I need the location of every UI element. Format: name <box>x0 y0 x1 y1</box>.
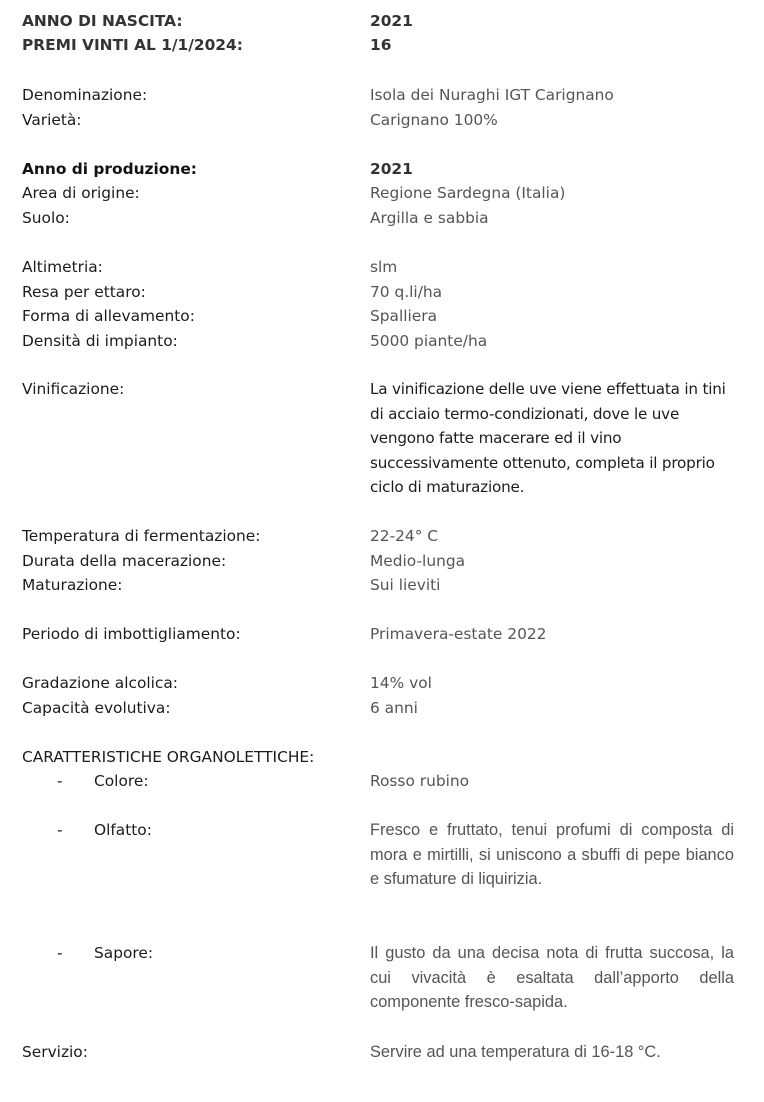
suolo-label: Suolo: <box>22 209 70 227</box>
maturazione-value: Sui lieviti <box>370 576 441 594</box>
durata-value: Medio-lunga <box>370 552 466 570</box>
altimetria-row <box>0 255 764 280</box>
resa-label: Resa per ettaro: <box>22 283 146 301</box>
olfatto-dash: - <box>57 821 63 839</box>
resa-value: 70 q.li/ha <box>370 283 443 301</box>
anno-nascita-row <box>0 9 764 34</box>
vinificazione-label: Vinificazione: <box>22 380 125 398</box>
altimetria-value: slm <box>370 258 398 276</box>
varieta-label: Varietà: <box>22 111 82 129</box>
gradazione-row <box>0 671 764 696</box>
imbottigliamento-label: Periodo di imbottigliamento: <box>22 625 241 643</box>
premi-row <box>0 33 764 58</box>
colore-value: Rosso rubino <box>370 772 470 790</box>
capacita-row <box>0 696 764 721</box>
temperatura-value: 22-24° C <box>370 527 439 545</box>
temperatura-row <box>0 524 764 549</box>
servizio-label: Servizio: <box>22 1043 88 1061</box>
forma-allevamento-label: Forma di allevamento: <box>22 307 195 325</box>
denominazione-label: Denominazione: <box>22 86 148 104</box>
area-origine-label: Area di origine: <box>22 184 140 202</box>
capacita-label: Capacità evolutiva: <box>22 699 171 717</box>
durata-row <box>0 549 764 574</box>
vinificazione-value: La vinificazione delle uve viene effettuata in tini di acciaio termo-condizionati, dove le uve vengono fatte macerare ed il vino successivamente ottenuto, completa il proprio ciclo di maturazione. <box>370 380 726 497</box>
maturazione-label: Maturazione: <box>22 576 123 594</box>
altimetria-label: Altimetria: <box>22 258 103 276</box>
suolo-row <box>0 206 764 231</box>
densita-label: Densità di impianto: <box>22 332 178 350</box>
capacita-value: 6 anni <box>370 699 418 717</box>
suolo-value: Argilla e sabbia <box>370 209 489 227</box>
premi-value: 16 <box>370 36 392 54</box>
resa-row <box>0 280 764 305</box>
area-origine-row <box>0 181 764 206</box>
densita-row <box>0 329 764 354</box>
anno-produzione-label: Anno di produzione: <box>22 160 197 178</box>
sapore-dash: - <box>57 944 63 962</box>
colore-dash: - <box>57 772 63 790</box>
organolettiche-title: CARATTERISTICHE ORGANOLETTICHE: <box>22 748 315 766</box>
anno-produzione-row <box>0 157 764 182</box>
anno-nascita-value: 2021 <box>370 12 413 30</box>
denominazione-value: Isola dei Nuraghi IGT Carignano <box>370 86 614 104</box>
servizio-row <box>0 1040 764 1065</box>
colore-row <box>0 769 764 794</box>
sapore-value: Il gusto da una decisa nota di frutta succosa, la cui vivacità è esaltata dall’apporto della componente fresco-sapida. <box>370 944 734 1012</box>
denominazione-row <box>0 83 764 108</box>
olfatto-label: Olfatto: <box>94 821 152 839</box>
servizio-value: Servire ad una temperatura di 16-18 °C. <box>370 1043 661 1061</box>
gradazione-label: Gradazione alcolica: <box>22 674 178 692</box>
densita-value: 5000 piante/ha <box>370 332 488 350</box>
anno-nascita-label: ANNO DI NASCITA: <box>22 12 183 30</box>
premi-label: PREMI VINTI AL 1/1/2024: <box>22 36 243 54</box>
gradazione-value: 14% vol <box>370 674 432 692</box>
varieta-value: Carignano 100% <box>370 111 498 129</box>
anno-produzione-value: 2021 <box>370 160 413 178</box>
temperatura-label: Temperatura di fermentazione: <box>22 527 261 545</box>
varieta-row <box>0 108 764 133</box>
sapore-label: Sapore: <box>94 944 154 962</box>
imbottigliamento-value: Primavera-estate 2022 <box>370 625 547 643</box>
forma-allevamento-value: Spalliera <box>370 307 438 325</box>
forma-allevamento-row <box>0 304 764 329</box>
organolettiche-title-row <box>0 745 764 770</box>
maturazione-row <box>0 573 764 598</box>
area-origine-value: Regione Sardegna (Italia) <box>370 184 566 202</box>
olfatto-value: Fresco e fruttato, tenui profumi di composta di mora e mirtilli, si uniscono a sbuffi di pepe bianco e sfumature di liquirizia. <box>370 821 734 889</box>
colore-label: Colore: <box>94 772 149 790</box>
imbottigliamento-row <box>0 622 764 647</box>
durata-label: Durata della macerazione: <box>22 552 227 570</box>
